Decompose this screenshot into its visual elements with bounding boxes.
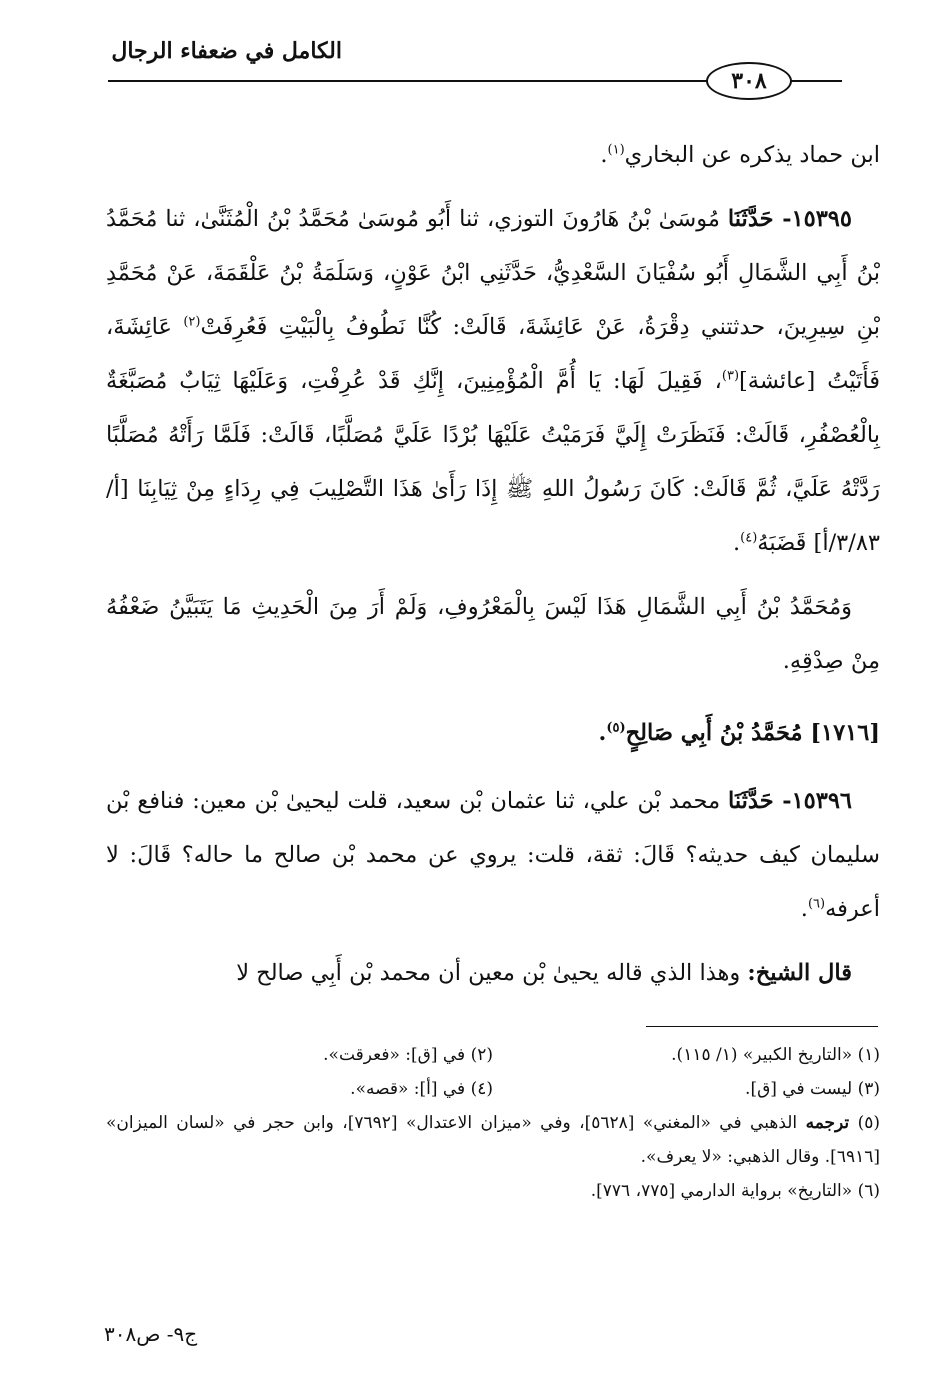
footnote-4: (٤) في [أ]: «قصه». — [350, 1079, 493, 1099]
entry-heading: [١٧١٦] مُحَمَّدُ بْنُ أَبِي صَالِحٍ$^{(٥)}$. — [598, 720, 880, 746]
footnote-ref: (٣) — [721, 368, 740, 384]
sheikh-paragraph: قال الشيخ: وهذا الذي قاله يحيىٰ بْن معين أن محمد بْن أَبِي صالح لا — [236, 960, 852, 986]
footnote-1: (١) «التاريخ الكبير» (١/ ١١٥). — [671, 1045, 880, 1065]
footnote-rule — [646, 1026, 878, 1027]
volume-page-footer: ج٩- ص٣٠٨ — [104, 1322, 198, 1346]
paragraph-continuation: ابن حماد يذكره عن البخاري$^{(١)}$. — [600, 142, 880, 168]
hadith-15395: ١٥٣٩٥- حَدَّثَنَا مُوسَىٰ بْنُ هَارُونَ التوزي، ثنا أَبُو مُوسَىٰ مُحَمَّدُ بْنُ الْمُثَنَّىٰ، ثنا مُحَمَّدُ بْنُ أَبِي الشَّمَالِ أَبُو سُفْيَانَ السَّعْدِيُّ، حَدَّثَنِي ابْنُ عَوْنٍ، وَسَلَمَةُ بْنُ عَلْقَمَةَ، عَنْ مُحَمَّدِ بْنِ سِيرِينَ، حدثتني دِقْرَةُ، عَنْ عَائِشَةَ، قَالَتْ: كُنَّا نَطُوفُ بِالْبَيْتِ فَعُرِفَتْ$^{(٢)}$ عَائِشَةَ، فَأَتَيْتُ [عائشة]$^{(٣)}$، فَقِيلَ لَهَا: يَا أُمَّ الْمُؤْمِنِينَ، إِنَّكِ قَدْ عُرِفْتِ، وَعَلَيْهَا ثِيَابٌ مُصَبَّغَةٌ بِالْعُصْفُرِ، قَالَتْ: فَنَظَرَتْ إِلَيَّ فَرَمَيْتُ عَلَيْهَا بُرْدًا عَلَيَّ مُصَلَّبًا، قَالَتْ: فَلَمَّا رَأَتْهُ مُصَلَّبًا رَدَّتْهُ عَلَيَّ، ثُمَّ قَالَتْ: كَانَ رَسُولُ اللهِ ﷺ إِذَا رَأَىٰ هَذَا التَّصْلِيبَ فِي رِدَاءٍ مِنْ ثِيَابِنَا [أ/٣/٨٣/أ] قَضَبَهُ$^{(٤)}$. — [106, 206, 880, 556]
footnote-5: (٥) ترجمه الذهبي في «المغني» [٥٦٢٨]، وفي «ميزان الاعتدال» [٧٦٩٢]، وابن حجر في «لسان الميزان» [٦٩١٦]. وقال الذهبي: «لا يعرف». — [106, 1113, 881, 1167]
footnote-ref: (١) — [607, 142, 625, 158]
commentary-paragraph: وَمُحَمَّدُ بْنُ أَبِي الشَّمَالِ هَذَا لَيْسَ بِالْمَعْرُوفِ، وَلَمْ أَرَ مِنَ الْحَدِيثِ مَا يَتَبَيَّنُ ضَعْفُهُ مِنْ صِدْقِهِ. — [106, 594, 880, 674]
footnote-ref: (٤) — [740, 530, 758, 546]
page-number: ٣٠٨ — [731, 68, 767, 94]
running-header-title: الكامل في ضعفاء الرجال — [111, 38, 342, 64]
footnote-3: (٣) ليست في [ق]. — [745, 1079, 880, 1099]
footnote-row — [106, 1038, 880, 1072]
footnote-6: (٦) «التاريخ» برواية الدارمي [٧٧٥، ٧٧٦]. — [590, 1181, 880, 1201]
hadith-15396: ١٥٣٩٦- حَدَّثَنَا محمد بْن علي، ثنا عثمان بْن سعيد، قلت ليحيىٰ بْن معين: فنافع بْن سليمان كيف حديثه؟ قَالَ: ثقة، قلت: يروي عن محمد بْن صالح ما حاله؟ قَالَ: لا أعرفه$^{(٦)}$. — [106, 788, 880, 922]
footnote-ref: (٥) — [606, 720, 626, 736]
footnote-ref: (٦) — [807, 896, 826, 912]
footnote-ref: (٢) — [183, 314, 201, 330]
footnote-2: (٢) في [ق]: «فعرقت». — [323, 1045, 493, 1065]
main-text — [106, 128, 880, 1010]
hadith-number: ١٥٣٩٥- حَدَّثَنَا — [727, 206, 852, 232]
page-number-oval — [706, 62, 792, 100]
footnote-row — [106, 1072, 880, 1106]
sheikh-label: قال الشيخ: — [747, 960, 852, 986]
footnotes — [106, 1038, 880, 1208]
hadith-number: ١٥٣٩٦- حَدَّثَنَا — [728, 788, 852, 814]
